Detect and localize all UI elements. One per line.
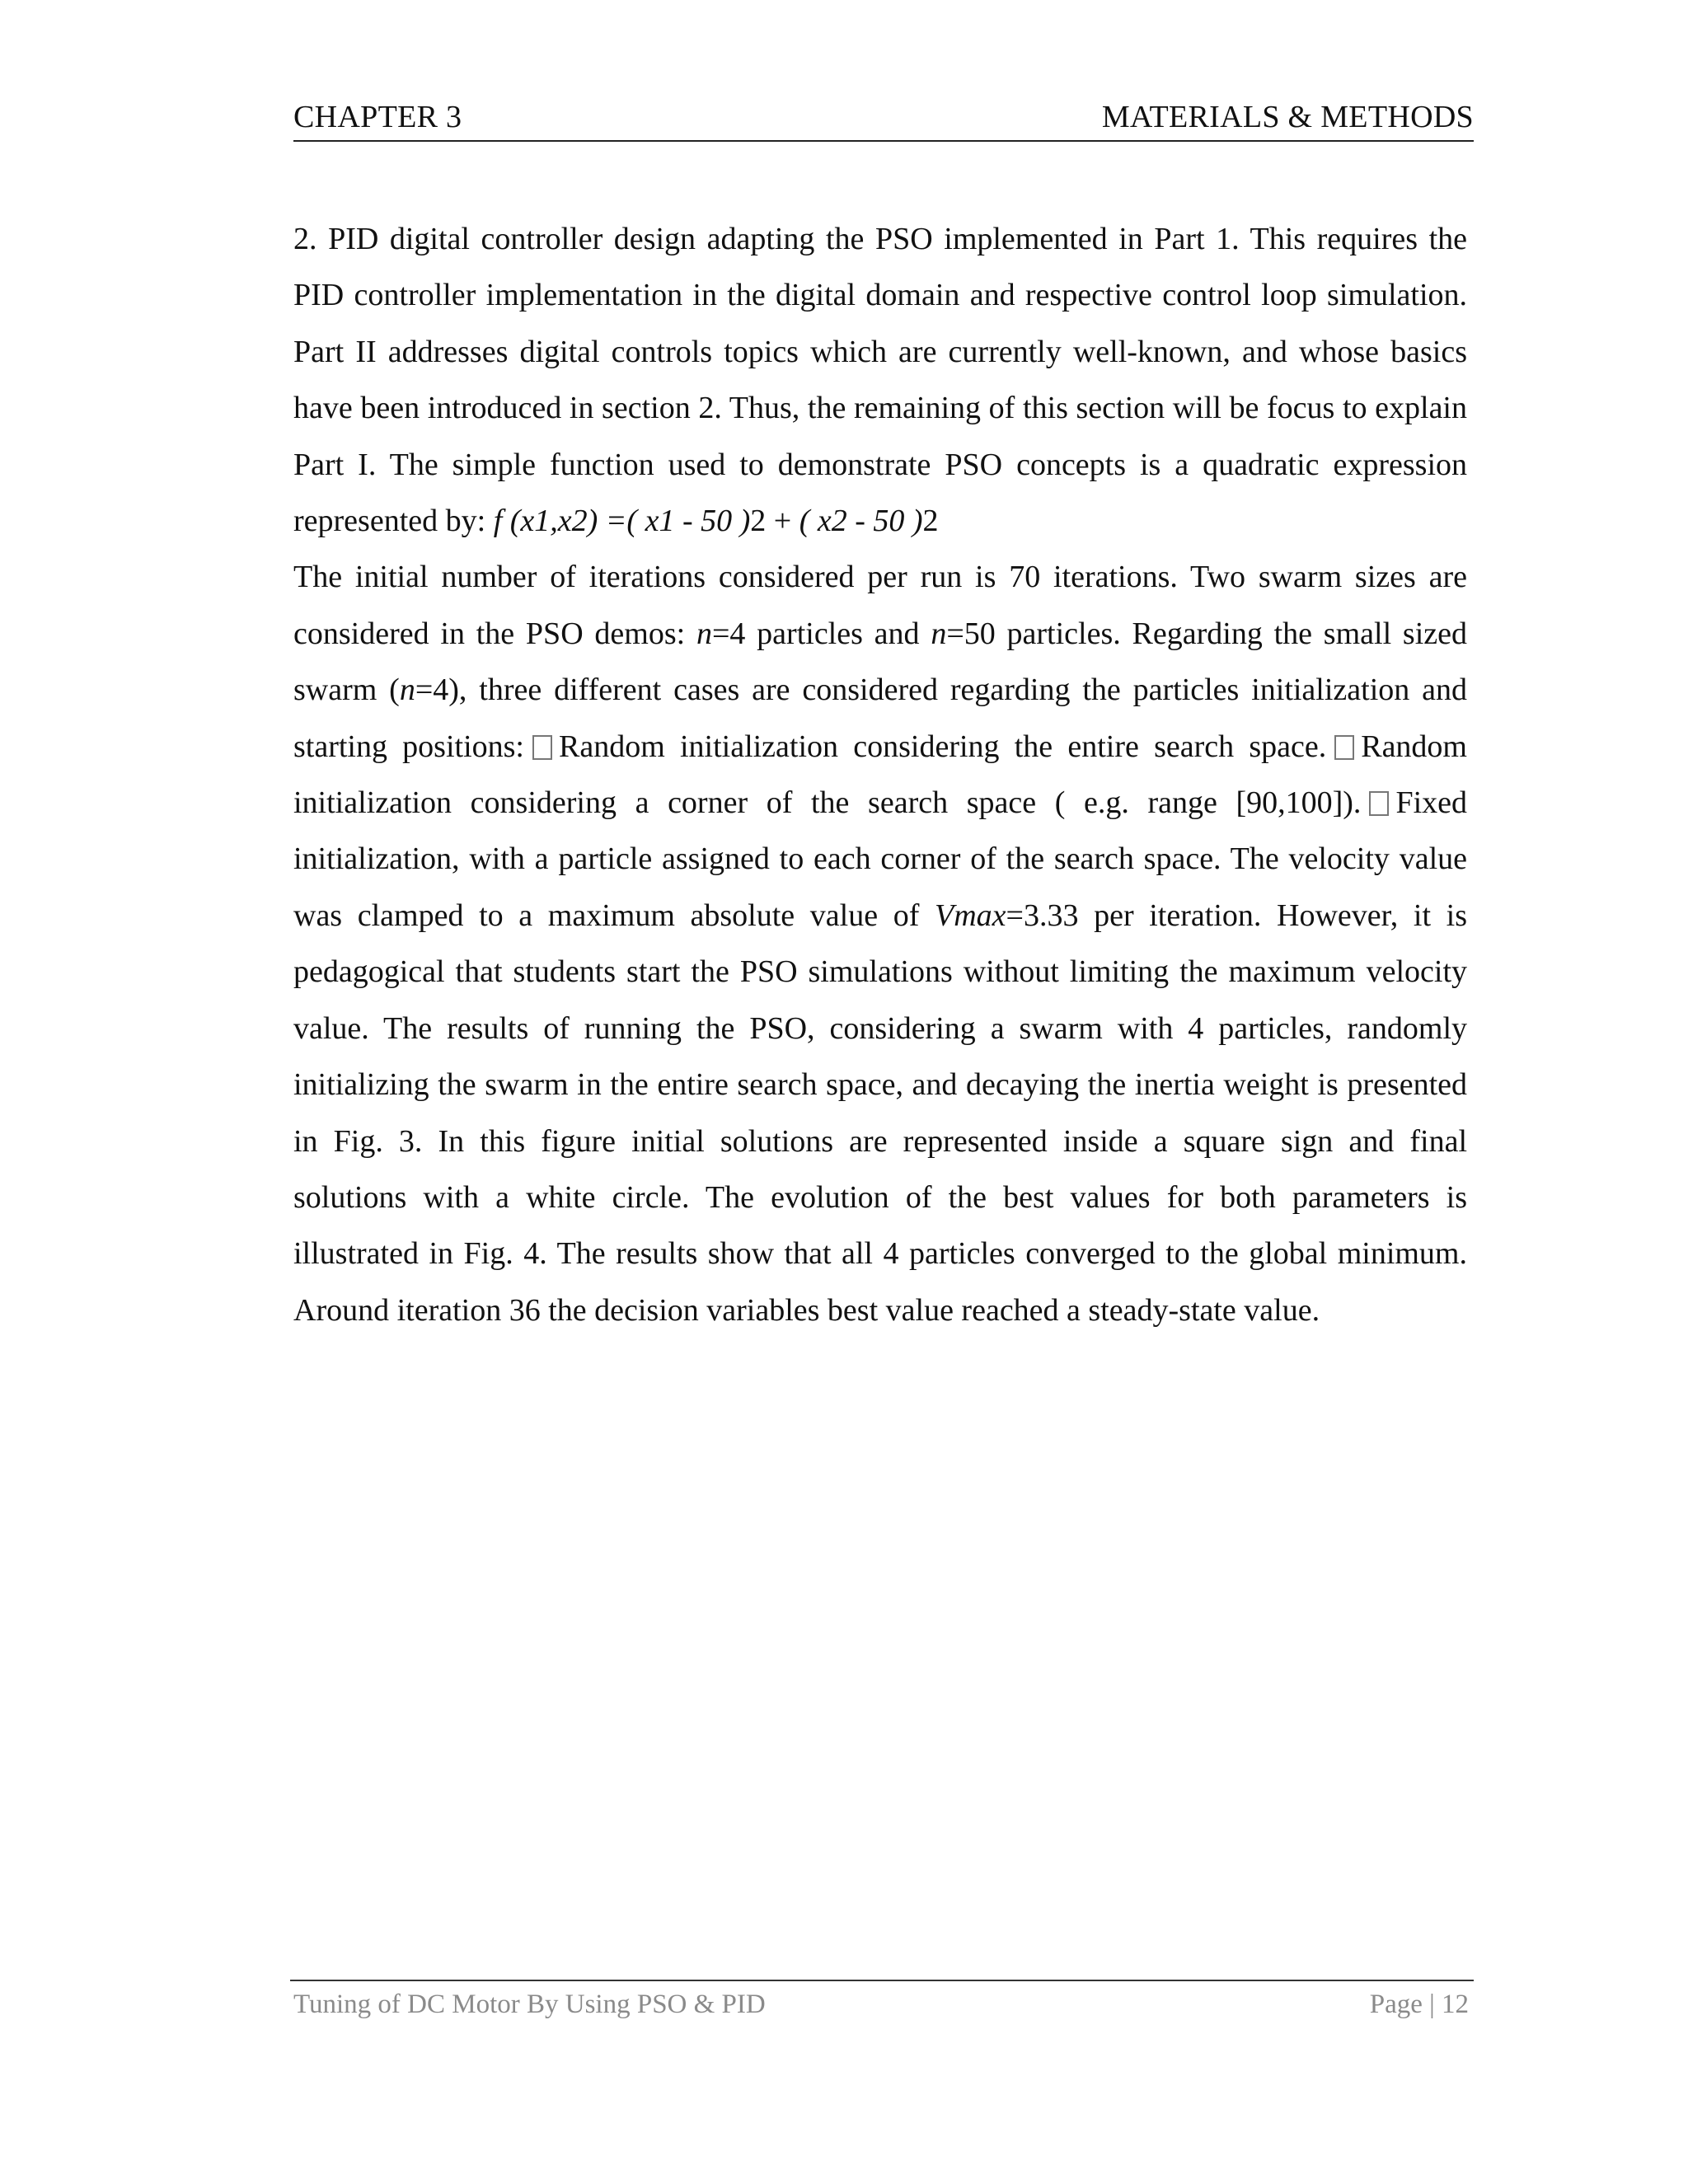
page-header (293, 96, 1474, 142)
paragraph-2-text-b: =4 particles and (711, 616, 931, 651)
paragraph-2-text-h: =3.33 per iteration. However, it is pedagogical that students start the PSO simulations without limiting the maximum velocity value. The results of running the PSO, considering a swarm with 4 particles, randomly initializing the swarm in the entire search space, and decaying the inertia weight is presented in Fig. 3. In this figure initial solutions are represented inside a square sign and final solutions with a white circle. The evolution of the best values for both parameters is illustrated in Fig. 4. The results show that all 4 particles converged to the global minimum. Around iteration 36 the decision variables best value reached a steady-state value. (293, 898, 1467, 1328)
paragraph-2 (293, 549, 1467, 1338)
case-1-text: Random initialization considering the entire search space. (559, 729, 1327, 764)
variable-n-2: n (931, 616, 947, 651)
paragraph-2-text-c: =50 particles. Regarding the small sized swarm ( (293, 616, 1467, 708)
variable-n-3: n (399, 673, 415, 708)
body-text (293, 211, 1467, 1338)
paragraph-2-text-a: The initial number of iterations considered per run is 70 iterations. Two swarm sizes are considered in the PSO demos: (293, 560, 1467, 651)
page-number: Page | 12 (1369, 1990, 1469, 2019)
bullet-box-icon (532, 735, 552, 760)
page-footer (290, 1980, 1474, 2031)
paragraph-1-text: 2. PID digital controller design adapting the PSO implemented in Part 1. This requires the PID controller implementation in the digital domain and respective control loop simulation. Part II addresses digital controls topics which are currently well-known, and whose basics have been introduced in section 2. Thus, the remaining of this section will be focus to explain Part I. The simple function used to demonstrate PSO concepts is a quadratic expression represented by: (293, 222, 1467, 539)
paragraph-1 (293, 211, 1467, 549)
case-3-text: Fixed initialization, with a particle assigned to each corner of the search space. The velocity value was clamped to a maximum absolute value of (293, 785, 1467, 933)
equation-exponent-1: 2 + (750, 504, 799, 539)
chapter-label: CHAPTER 3 (293, 100, 462, 134)
bullet-box-icon (1369, 791, 1389, 816)
paragraph-2-text-d: =4), three different cases are considered regarding the particles initialization and starting positions: (293, 673, 1467, 764)
equation-exponent-2: 2 (922, 504, 939, 539)
equation-part-2: ( x2 - 50 ) (799, 504, 923, 539)
bullet-box-icon (1334, 735, 1354, 760)
section-label: MATERIALS & METHODS (1101, 100, 1474, 134)
variable-vmax: Vmax (935, 898, 1006, 933)
case-2-text: Random initialization considering a corner of the search space ( e.g. range [90,100]). (293, 729, 1467, 821)
footer-title: Tuning of DC Motor By Using PSO & PID (293, 1990, 766, 2019)
equation-part-1: f (x1,x2) =( x1 - 50 ) (493, 504, 751, 539)
variable-n-1: n (696, 616, 712, 651)
